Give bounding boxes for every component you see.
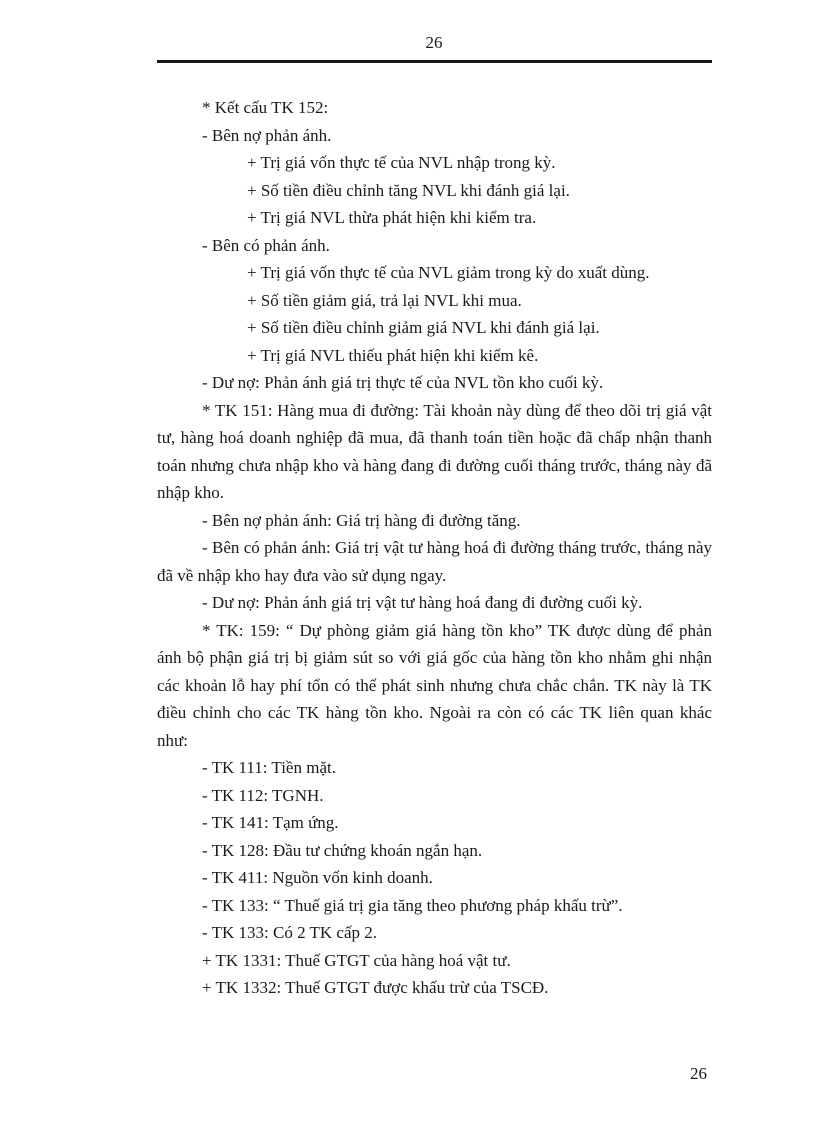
related-account-item: + TK 1332: Thuế GTGT được khấu trừ của TSCĐ. [202,978,549,997]
tk151-debit: - Bên nợ phản ánh: Giá trị hàng đi đường tăng. [202,510,521,530]
related-account-item: - TK 141: Tạm ứng. [202,813,339,832]
footer-page-number: 26 [690,1064,707,1083]
related-account-item: - TK 133: Có 2 TK cấp 2. [202,923,378,942]
tk152-credit-item: + Trị giá NVL thiếu phát hiện khi kiểm kê. [247,345,539,365]
tk151-paragraph: * TK 151: Hàng mua đi đường: Tài khoản này dùng để theo dõi trị giá vật tư, hàng hoá doanh nghiệp đã mua, đã thanh toán tiền hoặc đã chấp nhận thanh toán nhưng chưa nhập kho và hàng đang đi đường cuối tháng trước, tháng này đã nhập kho. [157,400,712,502]
related-account-item: - TK 133: “ Thuế giá trị gia tăng theo phương pháp khấu trừ”. [202,895,623,915]
tk152-debit-item: + Trị giá NVL thừa phát hiện khi kiểm tra. [247,208,537,227]
tk152-credit-heading: - Bên có phản ánh. [202,235,330,255]
related-account-item: - TK 411: Nguồn vốn kinh doanh. [202,868,433,887]
tk159-paragraph: * TK: 159: “ Dự phòng giảm giá hàng tồn kho” TK được dùng để phản ánh bộ phận giá trị bị giảm sút so với giá gốc của hàng tồn kho nhằm ghi nhận các khoản lỗ hay phí tổn có thể phát sinh nhưng chưa chắc chắn. TK này là TK điều chỉnh cho các TK hàng tồn kho. Ngoài ra còn có các TK liên quan khác như: [157,620,712,750]
document-body [157,94,712,1002]
tk152-credit-item: + Số tiền điều chỉnh giảm giá NVL khi đánh giá lại. [247,318,600,337]
related-account-item: - TK 111: Tiền mặt. [202,758,336,777]
tk152-credit-item: + Trị giá vốn thực tế của NVL giảm trong kỳ do xuất dùng. [247,263,650,282]
related-account-item: + TK 1331: Thuế GTGT của hàng hoá vật tư. [202,950,511,970]
tk151-balance: - Dư nợ: Phản ánh giá trị vật tư hàng hoá đang đi đường cuối kỳ. [202,593,643,612]
tk152-credit-item: + Số tiền giảm giá, trả lại NVL khi mua. [247,290,522,310]
tk151-credit: - Bên có phản ánh: Giá trị vật tư hàng hoá đi đường tháng trước, tháng này đã về nhập kho hay đưa vào sử dụng ngay. [157,538,712,585]
header-page-number: 26 [425,33,443,52]
related-account-item: - TK 112: TGNH. [202,785,324,805]
section-title-tk152: * Kết cấu TK 152: [202,98,329,117]
tk152-debit-item: + Trị giá vốn thực tế của NVL nhập trong kỳ. [247,153,556,172]
tk152-debit-heading: - Bên nợ phản ánh. [202,125,332,145]
header-rule [157,60,712,63]
tk152-debit-item: + Số tiền điều chỉnh tăng NVL khi đánh giá lại. [247,180,570,200]
related-account-item: - TK 128: Đầu tư chứng khoán ngắn hạn. [202,840,483,860]
tk152-balance: - Dư nợ: Phản ánh giá trị thực tế của NVL tồn kho cuối kỳ. [202,373,604,392]
